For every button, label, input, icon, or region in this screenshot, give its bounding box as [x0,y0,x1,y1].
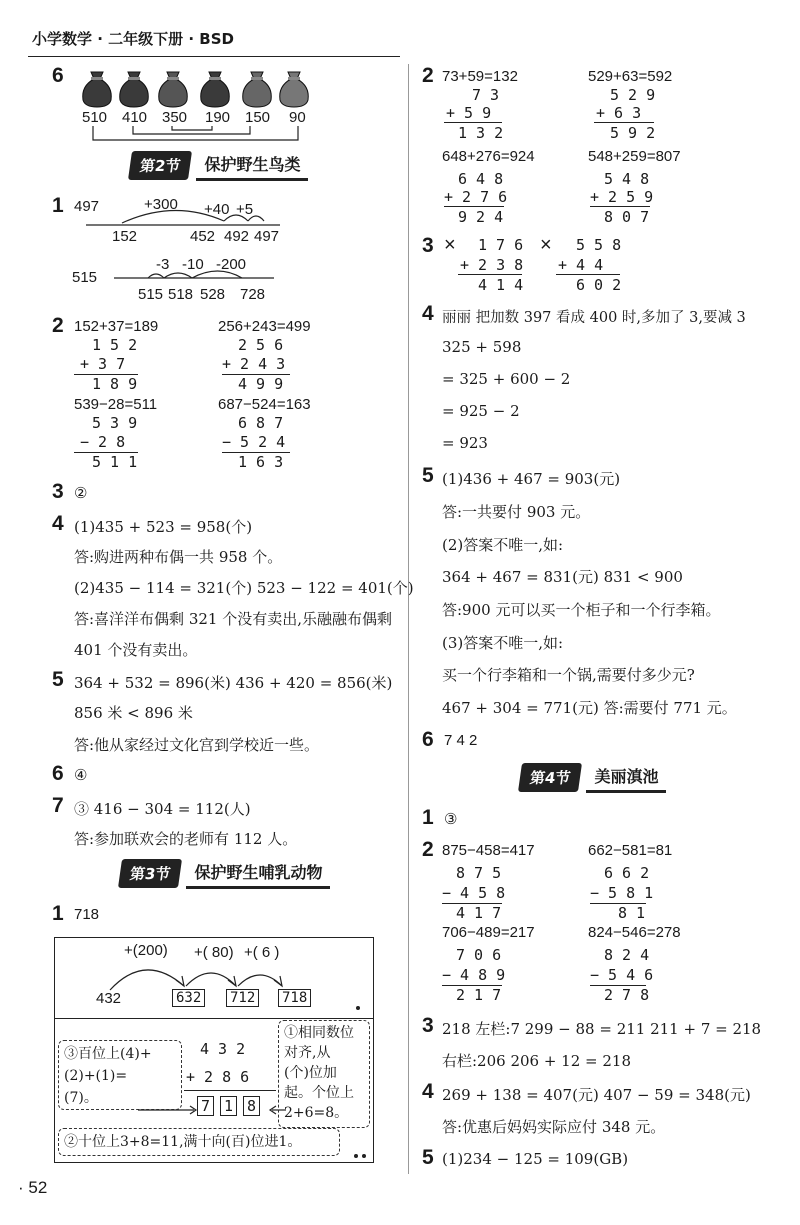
question-number: 4 [422,302,434,325]
question-number: 3 [422,234,434,257]
vertical-operand: 5 4 8 [604,170,650,188]
point-label: 497 [254,228,280,245]
vertical-operand: + 4 4 [558,256,604,274]
result-digit-box: 1 [220,1096,237,1116]
note-tens: ②十位上3+8=11,满十向(百)位进1。 [58,1128,340,1156]
jump-label: +40 [204,201,230,218]
header-underline [28,56,400,57]
note-line: (个)位加 [284,1065,337,1081]
vertical-result: 2 7 8 [604,986,650,1004]
vertical-result: 1 6 3 [238,453,284,471]
equation: 539−28=511 [74,396,158,413]
vertical-operand: 8 2 4 [604,946,650,964]
note-line: (7)。 [64,1090,98,1106]
note-line: 2+6=8。 [284,1105,349,1121]
answer-line: 364 + 467 = 831(元) 831 < 900 [442,568,683,586]
note-ones [278,1020,370,1128]
point-label: 518 [168,286,194,303]
vertical-result: 8 0 7 [604,208,650,226]
vertical-result: 4 9 9 [238,375,284,393]
vertical-operand: − 5 4 6 [590,966,654,984]
question-number: 5 [422,464,434,487]
jump-label: +( 6 ) [244,944,280,961]
equation: 824−546=278 [588,924,681,941]
point-label: 515 [138,286,164,303]
vertical-operand: 2 5 6 [238,336,284,354]
bag-value: 190 [205,109,231,126]
answer-line: 答:900 元可以买一个柜子和一个行李箱。 [442,601,721,619]
point-label: 152 [112,228,138,245]
answer-line: (2)435 − 114 = 321(个) 523 − 122 = 401(个) [74,579,414,597]
answer-line: (1)435 + 523 = 958(个) [74,518,253,536]
answer-line: = 923 [442,434,488,452]
section-tag: 第4节 [518,763,583,792]
vertical-operand: + 5 9 [446,104,492,122]
start-value: 432 [96,990,122,1007]
dot-marker [354,1154,358,1158]
money-bag-icon [156,68,190,108]
wrong-mark: × [540,234,552,256]
answer-line: = 925 − 2 [442,402,520,420]
question-number: 5 [52,668,64,691]
dot-marker [356,1006,360,1010]
answer-line: ③ 416 − 304 = 112(人) [74,800,251,818]
jump-arc-diagram-a [84,203,284,229]
money-bag-icon [117,68,151,108]
column-divider [408,64,409,1174]
vertical-operand: 6 4 8 [458,170,504,188]
answer-line: (1)436 + 467 = 903(元) [442,470,621,488]
start-value: 515 [72,269,98,286]
vertical-operand: 8 7 5 [456,864,502,882]
note-line: ①相同数位 [284,1025,354,1041]
section-header-4 [520,762,666,792]
equation: 152+37=189 [74,318,159,335]
equation: 648+276=924 [442,148,535,165]
answer-line: 答:他从家经过文化宫到学校近一些。 [74,736,320,754]
answer-text: 718 [74,906,100,923]
vertical-operand: + 2 3 8 [460,256,524,274]
section-header-2 [130,150,308,180]
answer-box: 718 [278,989,311,1007]
answer-line: 买一个行李箱和一个锅,需要付多少元? [442,666,695,684]
jump-label: +( 80) [194,944,234,961]
vertical-result: 8 1 [618,904,646,922]
jump-label: +300 [144,196,178,213]
question-number: 6 [52,64,64,87]
money-bag-icon [277,68,311,108]
question-number: 6 [422,728,434,751]
result-digit-box: 8 [243,1096,260,1116]
equation: 875−458=417 [442,842,535,859]
answer-line: 856 米 < 896 米 [74,704,193,722]
answer-box: 712 [226,989,259,1007]
money-bag-icon [198,68,232,108]
vertical-operand: − 4 5 8 [442,884,506,902]
question-number: 2 [52,314,64,337]
equation: 687−524=163 [218,396,311,413]
answer-line: 401 个没有卖出。 [74,641,198,659]
answer-line: 答:优惠后妈妈实际应付 348 元。 [442,1118,666,1136]
jump-label: -10 [182,256,204,273]
note-line: 对齐,从 [284,1045,331,1061]
vertical-operand: − 4 8 9 [442,966,506,984]
answer-line: (3)答案不唯一,如: [442,634,564,652]
vertical-operand: + 2 8 6 [186,1068,250,1086]
point-label: 528 [200,286,226,303]
answer-box: 632 [172,989,205,1007]
box-divider [54,1018,374,1019]
vertical-operand: − 5 2 4 [222,433,286,451]
vertical-operand: 5 5 8 [576,236,622,254]
bag-value: 350 [162,109,188,126]
answer-line: 325 + 598 [442,338,522,356]
question-number: 2 [422,838,434,861]
vertical-result: 5 1 1 [92,453,138,471]
vertical-operand: 5 2 9 [610,86,656,104]
answer-line: (2)答案不唯一,如: [442,536,564,554]
question-number: 5 [422,1146,434,1169]
result-digit-box: 7 [197,1096,214,1116]
section-title: 美丽滇池 [586,761,666,793]
vertical-operand: + 2 7 6 [444,188,508,206]
vertical-operand: 5 3 9 [92,414,138,432]
vertical-operand: 4 3 2 [200,1040,246,1058]
vertical-result: 9 2 4 [458,208,504,226]
section-title: 保护野生鸟类 [196,149,308,181]
vertical-operand: 1 7 6 [478,236,524,254]
page-header-title: 小学数学 · 二年级下册 · BSD [32,30,234,48]
answer-line: 467 + 304 = 771(元) 答:需要付 771 元。 [442,699,737,717]
vertical-result: 5 9 2 [610,124,656,142]
sum-line [556,274,620,275]
vertical-operand: 7 3 [472,86,500,104]
question-number: 2 [422,64,434,87]
answer-text: 7 4 2 [444,732,478,749]
vertical-result: 1 8 9 [92,375,138,393]
question-number: 1 [52,194,64,217]
vertical-operand: + 2 5 9 [590,188,654,206]
vertical-result: 4 1 4 [478,276,524,294]
answer-line: 答:一共要付 903 元。 [442,503,591,521]
equation: 73+59=132 [442,68,518,85]
sum-line [184,1090,276,1091]
sum-line [594,122,654,123]
note-line: (2)+(1)= [64,1068,128,1084]
question-number: 4 [422,1080,434,1103]
vertical-operand: 7 0 6 [456,946,502,964]
pointer-arrows [138,1100,288,1116]
sum-line [590,206,650,207]
bag-value: 150 [245,109,271,126]
wrong-mark: × [444,234,456,256]
page-number: · 52 [18,1178,48,1197]
section-tag: 第3节 [118,859,183,888]
money-bag-icon [240,68,274,108]
answer-text: ④ [74,766,88,784]
note-line: 起。个位上 [284,1085,354,1101]
question-number: 7 [52,794,64,817]
vertical-operand: + 2 4 3 [222,355,286,373]
answer-line: 269 + 138 = 407(元) 407 − 59 = 348(元) [442,1086,751,1104]
jump-label: +(200) [124,942,168,959]
section-title: 保护野生哺乳动物 [186,857,330,889]
answer-line: 答:购进两种布偶一共 958 个。 [74,548,283,566]
jump-label: +5 [236,201,254,218]
point-label: 728 [240,286,266,303]
vertical-operand: + 6 3 [596,104,642,122]
jump-label: -3 [156,256,170,273]
equation: 662−581=81 [588,842,673,859]
sum-line [458,274,522,275]
vertical-operand: 1 5 2 [92,336,138,354]
equation: 256+243=499 [218,318,311,335]
question-number: 4 [52,512,64,535]
note-line: ③百位上(4)+ [64,1046,152,1062]
start-value: 497 [74,198,100,215]
vertical-operand: + 3 7 [80,355,126,373]
vertical-operand: − 5 8 1 [590,884,654,902]
point-label: 452 [190,228,216,245]
section-tag: 第2节 [128,151,193,180]
vertical-result: 2 1 7 [456,986,502,1004]
sum-line [444,206,504,207]
question-number: 3 [422,1014,434,1037]
equation: 529+63=592 [588,68,673,85]
answer-line: 右栏:206 206 + 12 = 218 [442,1052,632,1070]
answer-line: (1)234 − 125 = 109(GB) [442,1150,629,1168]
question-number: 3 [52,480,64,503]
answer-line: 答:参加联欢会的老师有 112 人。 [74,830,298,848]
question-number: 6 [52,762,64,785]
bag-value: 90 [289,109,306,126]
answer-text: ② [74,484,88,502]
question-number: 1 [422,806,434,829]
money-bag-icon [80,68,114,108]
jump-label: -200 [216,256,247,273]
equation: 548+259=807 [588,148,681,165]
sum-line [444,122,502,123]
bag-value: 510 [82,109,108,126]
answer-line: 218 左栏:7 299 − 88 = 211 211 + 7 = 218 [442,1020,762,1038]
question-number: 1 [52,902,64,925]
answer-line: 答:喜洋洋布偶剩 321 个没有卖出,乐融融布偶剩 [74,610,392,628]
bag-value: 410 [122,109,148,126]
dot-marker [362,1154,366,1158]
section-header-3 [120,858,330,888]
point-label: 492 [224,228,250,245]
vertical-operand: 6 6 2 [604,864,650,882]
vertical-result: 4 1 7 [456,904,502,922]
vertical-result: 6 0 2 [576,276,622,294]
vertical-operand: 6 8 7 [238,414,284,432]
answer-line: 丽丽 把加数 397 看成 400 时,多加了 3,要减 3 [442,310,746,326]
vertical-result: 1 3 2 [458,124,504,142]
answer-text: ③ [444,810,458,828]
equation: 706−489=217 [442,924,535,941]
answer-line: = 325 + 600 − 2 [442,370,571,388]
bag-pairing-brackets [88,126,310,144]
vertical-operand: − 2 8 [80,433,126,451]
answer-line: 364 + 532 = 896(米) 436 + 420 = 856(米) [74,674,393,692]
